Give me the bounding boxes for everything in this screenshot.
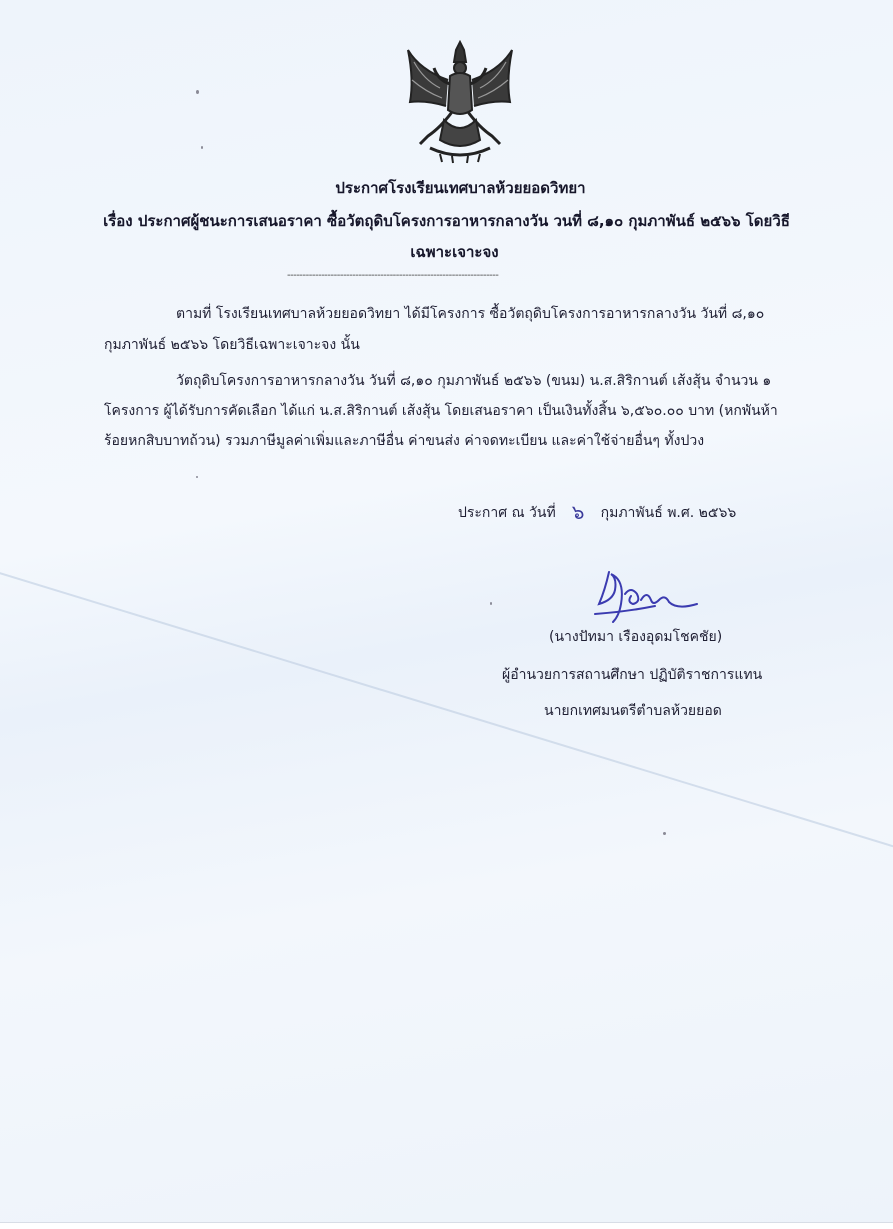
date-prefix: ประกาศ ณ วันที่	[458, 505, 556, 521]
signatory-position: ผู้อำนวยการสถานศึกษา ปฏิบัติราชการแทน	[502, 667, 763, 683]
paragraph-1-line-1: ตามที่ โรงเรียนเทศบาลห้วยยอดวิทยา ได้มีโครงการ ซื้อวัตถุดิบโครงการอาหารกลางวัน วันที่ ๘,๑๐	[176, 306, 765, 322]
signature-icon	[585, 560, 705, 630]
date-suffix: กุมภาพันธ์ พ.ศ. ๒๕๖๖	[600, 505, 737, 521]
page-bottom-edge	[0, 1222, 893, 1229]
subject-line: เรื่อง ประกาศผู้ชนะการเสนอราคา ซื้อวัตถุดิบโครงการอาหารกลางวัน วนที่ ๘,๑๐ กุมภาพันธ์ ๒๕๖๖ โดยวิธี	[103, 212, 790, 230]
document-title: ประกาศโรงเรียนเทศบาลห้วยยอดวิทยา	[335, 179, 586, 197]
paper-speck	[490, 602, 492, 605]
paper-speck	[196, 476, 198, 478]
separator-line: --------------------------------------------------------------------	[287, 270, 499, 281]
signatory-position-continued: นายกเทศมนตรีตำบลห้วยยอด	[544, 703, 722, 719]
signatory-name: (นางปัทมา เรืองอุดมโชคชัย)	[549, 629, 723, 645]
paragraph-2-line-2: โครงการ ผู้ได้รับการคัดเลือก ได้แก่ น.ส.สิริกานต์ เส้งสุ้น โดยเสนอราคา เป็นเงินทั้งสิ้น ๖,๕๖๐.๐๐ บาท (หกพันห้า	[104, 403, 778, 419]
paragraph-2-line-3: ร้อยหกสิบบาทถ้วน) รวมภาษีมูลค่าเพิ่มและภาษีอื่น ค่าขนส่ง ค่าจดทะเบียน และค่าใช้จ่ายอื่นๆ ทั้งปวง	[104, 433, 705, 449]
paragraph-1-line-2: กุมภาพันธ์ ๒๕๖๖ โดยวิธีเฉพาะเจาะจง นั้น	[104, 337, 360, 353]
paper-crease	[0, 560, 893, 854]
paper-speck	[201, 146, 203, 149]
announcement-date	[458, 494, 736, 526]
handwritten-day: ๖	[571, 500, 585, 524]
paper-speck	[663, 832, 666, 835]
subject-line-continued: เฉพาะเจาะจง	[410, 243, 499, 261]
paper-speck	[196, 90, 199, 94]
paragraph-2-line-1: วัตถุดิบโครงการอาหารกลางวัน วันที่ ๘,๑๐ กุมภาพันธ์ ๒๕๖๖ (ขนม) น.ส.สิริกานต์ เส้งสุ้น จำนวน ๑	[176, 373, 772, 389]
garuda-emblem-icon	[400, 40, 520, 164]
